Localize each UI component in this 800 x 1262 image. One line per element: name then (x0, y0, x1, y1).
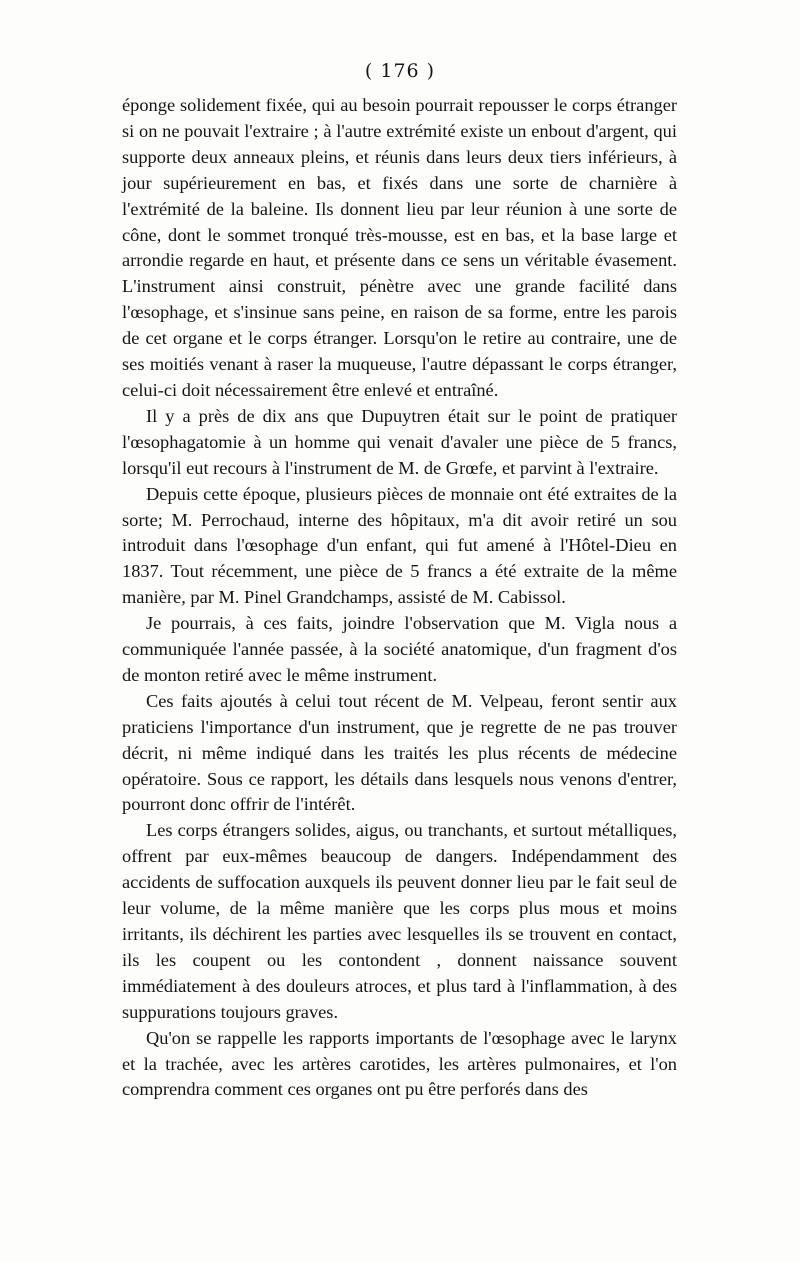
paragraph-6: Les corps étrangers solides, aigus, ou tranchants, et surtout métalliques, offrent par eux-mêmes beaucoup de dangers. Indépendamment des accidents de suffocation auxquels ils peuvent donner lieu par le fait seul de leur volume, de la même manière que les corps plus mous et moins irritants, ils déchirent les parties avec lesquelles ils se trouvent en contact, ils les coupent ou les contondent , donnent naissance souvent immédiatement à des douleurs atroces, et plus tard à l'inflammation, à des suppurations toujours graves. (122, 820, 677, 1022)
page-number: ( 176 ) (364, 60, 436, 82)
paragraph-1: éponge solidement fixée, qui au besoin pourrait repousser le corps étranger si on ne pouvait l'extraire ; à l'autre extrémité existe un enbout d'argent, qui supporte deux anneaux pleins, et réunis dans leurs deux tiers inférieurs, à jour supérieurement en bas, et fixés dans une sorte de charnière à l'extrémité de la baleine. Ils donnent lieu par leur réunion à une sorte de cône, dont le sommet tronqué très-mousse, est en bas, et la base large et arrondie regarde en haut, et présente dans ce sens un véritable évasement. L'instrument ainsi construit, pénètre avec une grande facilité dans l'œsophage, et s'insinue sans peine, en raison de sa forme, entre les parois de cet organe et le corps étranger. Lorsqu'on le retire au contraire, une de ses moitiés venant à raser la muqueuse, l'autre dépassant le corps étranger, celui-ci doit nécessairement être enlevé et entraîné. (122, 95, 677, 400)
paragraph-4: Je pourrais, à ces faits, joindre l'observation que M. Vigla nous a communiquée l'année passée, à la société anatomique, d'un fragment d'os de monton retiré avec le même instrument. (122, 613, 677, 685)
paragraph-2: Il y a près de dix ans que Dupuytren était sur le point de pratiquer l'œsophagatomie à un homme qui venait d'avaler une pièce de 5 francs, lorsqu'il eut recours à l'instrument de M. de Grœfe, et parvint à l'extraire. (122, 405, 677, 478)
body-text (122, 93, 677, 1103)
paragraph-3: Depuis cette époque, plusieurs pièces de monnaie ont été extraites de la sorte; M. Perrochaud, interne des hôpitaux, m'a dit avoir retiré un sou introduit dans l'œsophage d'un enfant, qui fut amené à l'Hôtel-Dieu en 1837. Tout récemment, une pièce de 5 francs a été extraite de la même manière, par M. Pinel Grandchamps, assisté de M. Cabissol. (122, 483, 677, 608)
paragraph-7: Qu'on se rappelle les rapports importants de l'œsophage avec le larynx et la trachée, avec les artères carotides, les artères pulmonaires, et l'on comprendra comment ces organes ont pu être perforés dans des (122, 1027, 677, 1100)
paragraph-5: Ces faits ajoutés à celui tout récent de M. Velpeau, feront sentir aux praticiens l'importance d'un instrument, que je regrette de ne pas trouver décrit, ni même indiqué dans les traités les plus récents de médecine opératoire. Sous ce rapport, les détails dans lesquels nous venons d'entrer, pourront donc offrir de l'intérêt. (122, 690, 677, 815)
